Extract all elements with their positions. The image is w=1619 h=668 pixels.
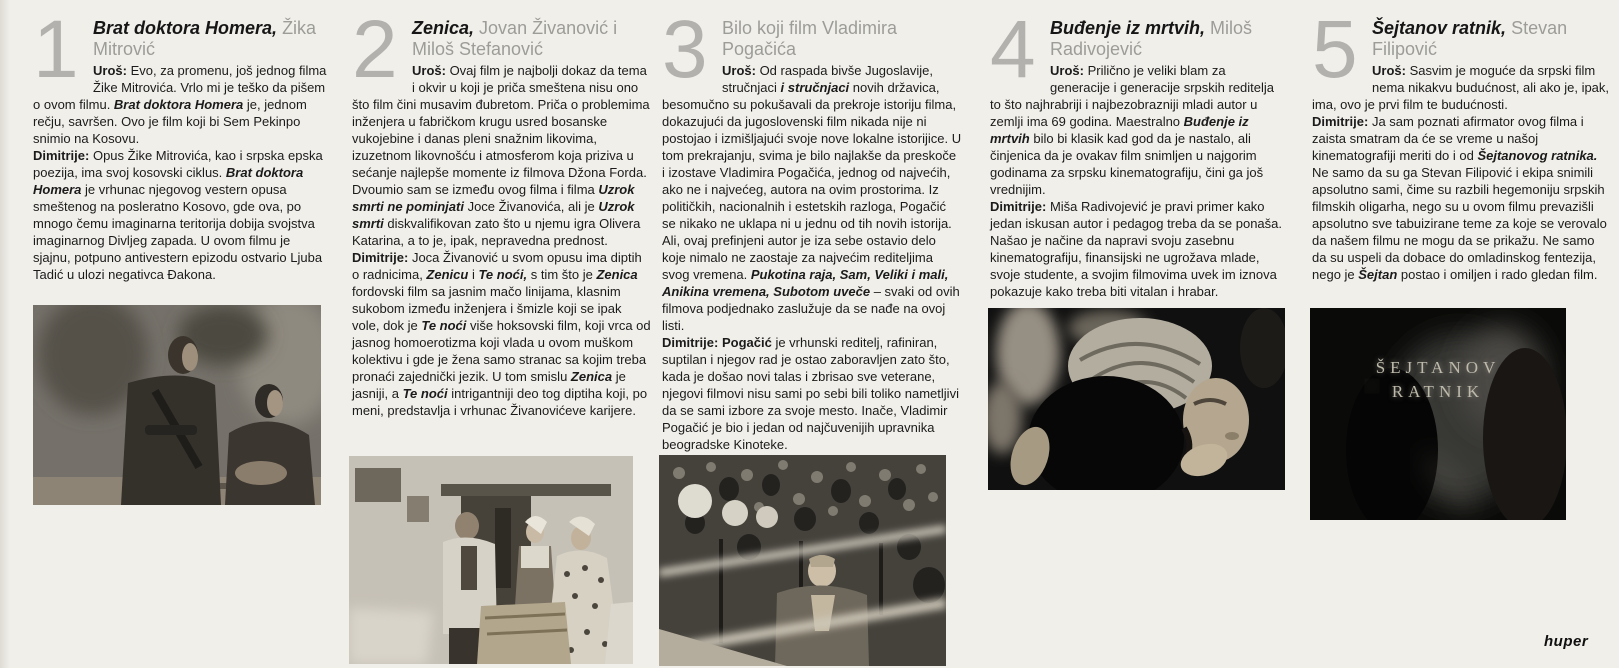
- reviewer-name: Uroš:: [722, 63, 756, 78]
- reviewer-name: Uroš:: [412, 63, 446, 78]
- review-paragraph: Dimitrije: Opus Žike Mitrovića, kao i srpska epska poezija, ima svoj kosovski ciklus. Brat doktora Homera je vrhunac njegovog vestern opusa smeštenog na posleratno Kosovo, gde ova, po mnogo čemu imaginarna teritorija dobija svojstva imaginarnog Divljeg zapada. U ovom filmu je sjajnu, potpuno antivestern epizodu ostvario Ljuba Tadić u ulozi negativca Đakona.: [33, 148, 323, 282]
- entry-number: 3: [662, 4, 704, 95]
- film-director: Žika Mitrović: [93, 18, 317, 59]
- review-paragraph: Dimitrije: Pogačić je vrhunski reditelj, rafiniran, suptilan i njegov rad je ostao zaboravljen zato što, kada je došao novi talas i zbrisao sve veterane, njegovi filmovi nisu sami po sebi bili toliko nametljivi da se sami izbore za svoje mesto. Inače, Vladimir Pogačić je bio i jedan od najčuvenijih upravnika beogradske Kinoteke.: [662, 335, 959, 452]
- entry-number: 1: [33, 4, 75, 95]
- entry-body: [990, 62, 1286, 300]
- film-still-brat-doktora-homera: [33, 305, 321, 505]
- entry-number: 2: [352, 4, 394, 95]
- film-entry-4: [990, 4, 1286, 300]
- reviewer-name: Dimitrije:: [662, 335, 719, 350]
- review-paragraph: Uroš: Sasvim je moguće da srpski film nema nikakvu budućnost, ali ako je, ipak, ima, ovo je prvi film te budućnosti.: [1312, 63, 1610, 112]
- reviewer-name: Uroš:: [1372, 63, 1406, 78]
- film-director: Jovan Živanović i Miloš Stefanović: [412, 18, 618, 59]
- film-entry-1: [33, 4, 329, 283]
- film-still-sejtanov-ratnik: [1310, 308, 1566, 520]
- entry-body: [1312, 62, 1612, 283]
- review-paragraph: Uroš: Prilično je veliki blam za generacije i generacije srpskih reditelja to što najhrabriji i najbezobrazniji mladi autor u zemlji ima 69 godina. Maestralno Buđenje iz mrtvih bilo bi klasik kad god da je nastalo, ali činjenica da je ovakav film snimljen u najgorim godinama za srpsku kinematografiju, čini ga još vrednijim.: [990, 63, 1275, 197]
- entry-number: 5: [1312, 4, 1354, 95]
- film-title: Zenica,: [412, 18, 475, 38]
- review-paragraph: Dimitrije: Ja sam poznati afirmator ovog filma i zaista smatram da će se vreme u našoj kinematografiji meriti do i od Šejtanovog ratnika. Ne samo da su ga Stevan Filipović i ekipa snimili apsolutno sami, čime su razbili hegemoniju srpskih filmskih oligarha, nego su u ovom filmu prevazišli apsolutno sve tabuizirane teme za koje se verovalo da našem filmu ne mogu da se prikažu. Ne samo da su uspeli da dobace do omladinskog fentezija, nego je Šejtan postao i omiljen i rado gledan film.: [1312, 114, 1607, 282]
- reviewer-name: Dimitrije:: [990, 199, 1047, 214]
- poster-title-line2: RATNIK: [1391, 382, 1485, 401]
- reviewer-name: Dimitrije:: [33, 148, 90, 163]
- reviewer-name: Uroš:: [93, 63, 127, 78]
- film-entry-3: [662, 4, 962, 453]
- huper-magazine-logo: huper: [1544, 633, 1589, 650]
- reviewer-name: Dimitrije:: [1312, 114, 1369, 129]
- review-paragraph: Dimitrije: Miša Radivojević je pravi primer kako jedan iskusan autor i pedagog treba da se ponaša. Našao je načine da napravi svoju zasebnu kinematografiju, finansijski ne ugrožava mlade, svoje studente, a svojim filmovima uvek im iznova pokazuje kako treba biti vitalan i hrabar.: [990, 199, 1282, 299]
- film-director: Bilo koji film Vladimira Pogačića: [722, 18, 898, 59]
- film-director: Stevan Filipović: [1372, 18, 1568, 59]
- film-still-budenje-iz-mrtvih: [988, 308, 1285, 490]
- review-paragraph: Uroš: Ovaj film je najbolji dokaz da tema i okvir u koji je priča smeštena nisu ono što film čini musavim đubretom. Priča o problemima inženjera u fabričkom krugu usred bosanske vukojebine i danas pleni snažnim likovima, izuzetnom likovnošću i atmosferom koja priziva u sećanje najlepše momente iz filmova Džona Forda. Dvoumio sam se između ovog filma i filma Uzrok smrti ne pominjati Joce Živanovića, ali je Uzrok smrti diskvalifikovan zato što u njemu igra Olivera Katarina, a to je, ipak, nepravedna prednost.: [352, 63, 650, 248]
- film-entry-5: [1312, 4, 1612, 283]
- review-paragraph: Uroš: Od raspada bivše Jugoslavije, stručnjaci i stručnjaci novih državica, besomučno su pokušavali da prekroje istoriju filma, dokazujući da jugoslovenski film nikada nije ni postojao i izmišljajući svoje nove lokalne istorijice. U tom prekrajanju, svima je bilo najlakše da preskoče i izostave Vladimira Pogačića, jednog od najvećih, ako ne i najvećeg, autora na ovim prostorima. Iz političkih, nacionalnih i estetskih razloga, Pogačić se nikako ne uklapa ni u jednu od tih novih istorija. Ali, ovaj prefinjeni autor je iza sebe ostavio delo koje nimalo ne zaostaje za najvećim rediteljima svog vremena. Pukotina raja, Sam, Veliki i mali, Anikina vremena, Subotom uveče – svaki od ovih filmova podjednako zaslužuje da se nađe na ovoj listi.: [662, 63, 962, 333]
- poster-title: [1310, 356, 1566, 404]
- entry-number: 4: [990, 4, 1032, 95]
- entry-body: [33, 62, 329, 283]
- reviewer-name: Uroš:: [1050, 63, 1084, 78]
- film-title: Brat doktora Homera,: [93, 18, 278, 38]
- film-entry-2: [352, 4, 652, 419]
- entry-body: [662, 62, 962, 453]
- film-still-pogacic: [659, 455, 946, 666]
- film-director: Miloš Radivojević: [1050, 18, 1253, 59]
- review-paragraph: Dimitrije: Joca Živanović u svom opusu ima diptih o radnicima, Zenicu i Te noći, s tim što je Zenica fordovski film sa jasnim mačo linijama, klasnim sukobom između inženjera i šmizle koji se ipak vole, dok je Te noći više hoksovski film, koji vrca od jasnog homoerotizma koji vlada u ovom muškom kolektivu i gde je žena samo stranac sa kojim treba pronaći zajednički jezik. U tom smislu Zenica je jasniji, a Te noći intrigantniji deo tog diptiha koji, po meni, predstavlja i vrhunac Živanovićeve karijere.: [352, 250, 651, 418]
- entry-body: [352, 62, 652, 419]
- film-still-zenica: [349, 456, 633, 664]
- reviewer-name: Dimitrije:: [352, 250, 409, 265]
- film-title: Buđenje iz mrtvih,: [1050, 18, 1206, 38]
- review-paragraph: Uroš: Evo, za promenu, još jednog filma Žike Mitrovića. Vrlo mi je teško da pišem o ovom filmu. Brat doktora Homera je, jednom rečju, savršen. Ovo je film koji bi Sem Pekinpo snimio na Kosovu.: [33, 63, 327, 146]
- poster-title-line1: ŠEJTANOV: [1375, 358, 1501, 377]
- film-title: Šejtanov ratnik,: [1372, 18, 1507, 38]
